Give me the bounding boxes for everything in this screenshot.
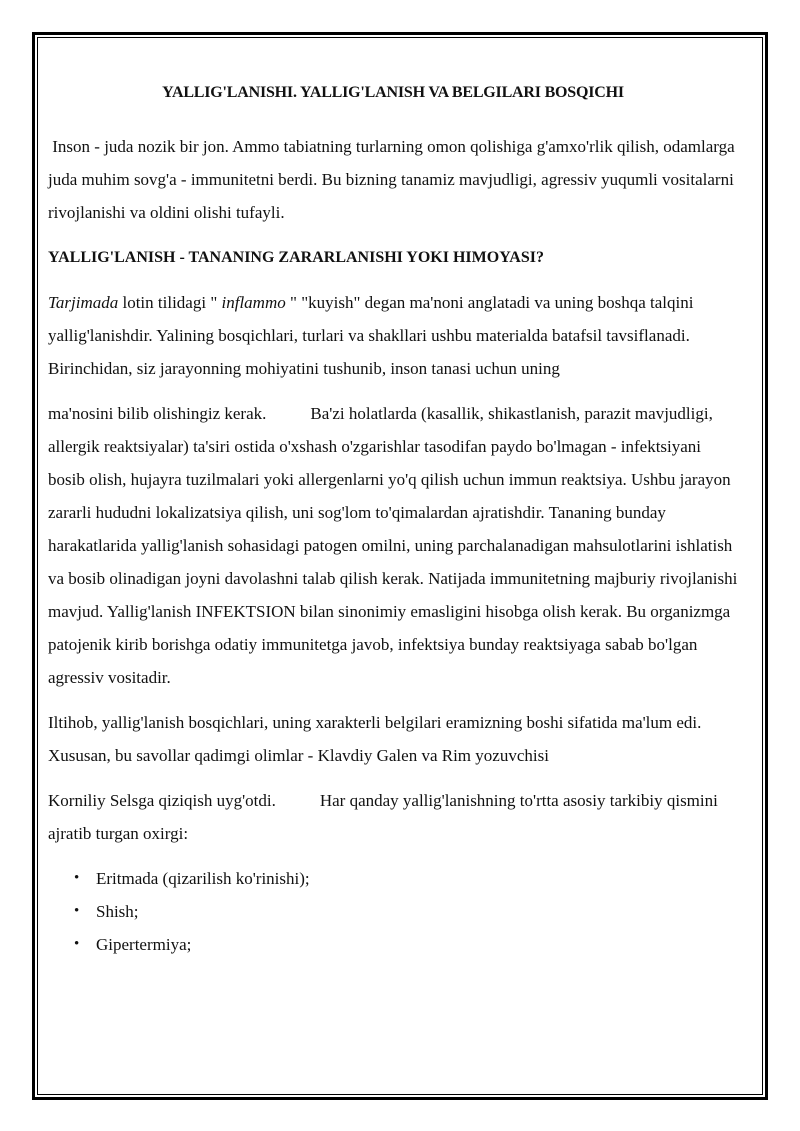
paragraph-part-2: Ba'zi holatlarda (kasallik, shikastlanish, parazit mavjudligi, allergik reaktsiyalar) ta'siri ostida o'xshash o'zgarishlar tasodifan paydo bo'lmagan - infektsiyani bosib olish, hujayra tuzilmalari yoki allergenlarni yo'q qilish uchun immun reaktsiya. Ushbu jarayon zararli hududni lokalizatsiya qilish, uni sog'lom to'qimalardan ajratishdir. Tananing bunday harakatlarida yallig'lanish sohasidagi patogen omilni, uning parchalanadigan mahsulotlarini ishlatish va bosib olinadigan joyni davolashni talab qilish kerak. Natijada immunitetning majburiy rivojlanishi mavjud. Yallig'lanish INFEKTSION bilan sinonimiy emasligini hisobga olish kerak. Bu organizmga patojenik kirib borishga odatiy immunitetga javob, infektsiya bunday reaktsiyaga sabab bo'lgan agressiv vositadir. [48,404,738,687]
components-paragraph [48,784,738,850]
symptoms-list [48,862,738,961]
list-item: • Gipertermiya; [96,928,738,961]
history-paragraph: Iltihob, yallig'lanish bosqichlari, uning xarakterli belgilari eramizning boshi sifatida ma'lum edi. Xususan, bu savollar qadimgi olimlar - Klavdiy Galen va Rim yozuvchisi [48,713,702,765]
paragraph-part-1: ma'nosini bilib olishingiz kerak. [48,404,267,423]
immune-reaction-paragraph [48,397,738,694]
translation-paragraph [48,286,738,385]
document-body [48,84,738,961]
italic-term-tarjimada: Tarjimada [48,293,119,312]
document-title: YALLIG'LANISHI. YALLIG'LANISH VA BELGILARI BOSQICHI [162,84,624,101]
section-heading: YALLIG'LANISH - TANANING ZARARLANISHI YOKI HIMOYASI? [48,249,544,266]
list-item: • Eritmada (qizarilish ko'rinishi); [96,862,738,895]
translation-text-2: " "kuyish" degan ma'noni anglatadi va uning boshqa talqini yallig'lanishdir. Yalining bosqichlari, turlari va shakllari ushbu materialda batafsil tavsiflanadi. Birinchidan, siz jarayonning mohiyatini tushunib, inson tanasi uchun uning [48,293,698,378]
paragraph-part-2: Har qanday yallig'lanishning to'rtta asosiy tarkibiy qismini ajratib turgan oxirgi: [48,791,718,843]
italic-term-inflammo: inflammo [221,293,286,312]
intro-paragraph: Inson - juda nozik bir jon. Ammo tabiatning turlarning omon qolishiga g'amxo'rlik qilish, odamlarga juda muhim sovg'a - immunitetni berdi. Bu bizning tanamiz mavjudligi, agressiv yuqumli vositalarni rivojlanishi va oldini olishi tufayli. [48,137,739,222]
translation-text-1: lotin tilidagi " [118,293,222,312]
list-item: • Shish; [96,895,738,928]
paragraph-part-1: Korniliy Selsga qiziqish uyg'otdi. [48,791,276,810]
